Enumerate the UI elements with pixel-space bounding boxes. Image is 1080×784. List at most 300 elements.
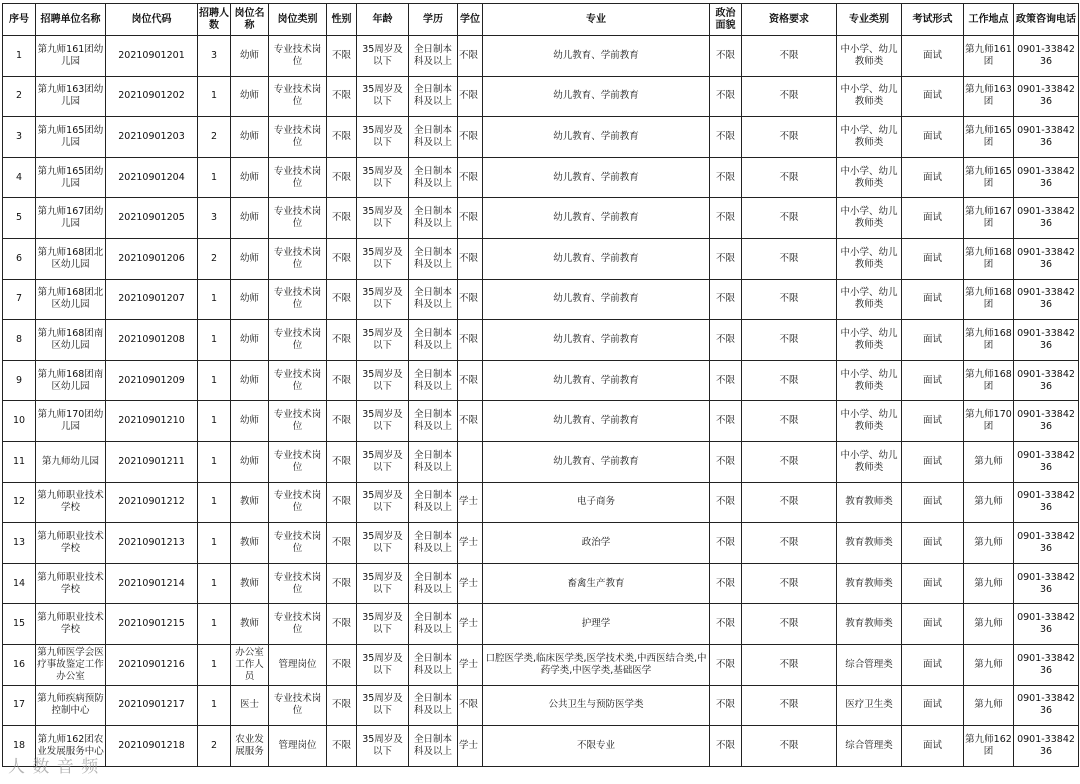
table-cell: 不限 (742, 563, 837, 604)
header-cell: 年龄 (357, 4, 409, 36)
table-cell: 医士 (231, 685, 269, 726)
table-cell: 不限 (327, 198, 357, 239)
table-cell: 管理岗位 (269, 726, 327, 767)
header-cell: 资格要求 (742, 4, 837, 36)
table-cell: 全日制本科及以上 (409, 360, 458, 401)
table-cell: 中小学、幼儿教师类 (837, 441, 902, 482)
table-cell: 中小学、幼儿教师类 (837, 36, 902, 77)
table-cell: 35周岁及以下 (357, 401, 409, 442)
table-cell: 专业技术岗位 (269, 279, 327, 320)
table-cell: 不限 (742, 279, 837, 320)
table-cell: 第九师165团幼儿园 (36, 157, 106, 198)
table-cell: 12 (3, 482, 36, 523)
table-cell: 不限 (327, 644, 357, 685)
table-cell: 第九师 (964, 441, 1014, 482)
table-cell: 全日制本科及以上 (409, 401, 458, 442)
table-cell: 医疗卫生类 (837, 685, 902, 726)
table-cell: 学士 (458, 604, 483, 645)
table-cell: 第九师168团北区幼儿园 (36, 279, 106, 320)
table-cell: 学士 (458, 523, 483, 564)
table-cell: 第九师170团幼儿园 (36, 401, 106, 442)
table-cell: 专业技术岗位 (269, 523, 327, 564)
table-cell: 专业技术岗位 (269, 76, 327, 117)
table-cell: 11 (3, 441, 36, 482)
table-cell: 20210901214 (106, 563, 198, 604)
table-cell: 0901-3384236 (1014, 523, 1079, 564)
table-cell: 面试 (902, 320, 964, 361)
table-cell: 3 (3, 117, 36, 158)
table-cell: 20210901209 (106, 360, 198, 401)
table-cell: 5 (3, 198, 36, 239)
table-cell: 35周岁及以下 (357, 117, 409, 158)
table-cell: 面试 (902, 279, 964, 320)
table-cell: 第九师168团南区幼儿园 (36, 360, 106, 401)
table-cell: 幼儿教育、学前教育 (483, 117, 710, 158)
table-cell: 全日制本科及以上 (409, 726, 458, 767)
table-cell: 幼儿教育、学前教育 (483, 157, 710, 198)
watermark: 人 数 音 频 (8, 757, 100, 777)
table-cell: 第九师162团 (964, 726, 1014, 767)
table-cell: 不限 (742, 604, 837, 645)
table-row (3, 279, 1079, 320)
table-cell: 20210901210 (106, 401, 198, 442)
table-cell: 不限 (742, 441, 837, 482)
table-cell: 2 (198, 117, 231, 158)
table-row (3, 726, 1079, 767)
table-row (3, 198, 1079, 239)
header-cell: 性别 (327, 4, 357, 36)
table-cell (458, 441, 483, 482)
table-cell: 面试 (902, 726, 964, 767)
header-cell: 政策咨询电话 (1014, 4, 1079, 36)
table-cell: 第九师161团幼儿园 (36, 36, 106, 77)
table-cell: 0901-3384236 (1014, 685, 1079, 726)
table-cell: 20210901205 (106, 198, 198, 239)
table-cell: 1 (198, 279, 231, 320)
table-cell: 0901-3384236 (1014, 76, 1079, 117)
table-cell: 面试 (902, 685, 964, 726)
table-cell: 专业技术岗位 (269, 441, 327, 482)
table-cell: 第九师167团 (964, 198, 1014, 239)
table-cell: 幼师 (231, 279, 269, 320)
table-cell: 不限 (742, 320, 837, 361)
table-cell: 中小学、幼儿教师类 (837, 401, 902, 442)
table-cell: 0901-3384236 (1014, 157, 1079, 198)
table-cell: 第九师疾病预防控制中心 (36, 685, 106, 726)
table-row (3, 320, 1079, 361)
table-cell: 第九师医学会医疗事故鉴定工作办公室 (36, 644, 106, 685)
table-cell: 1 (198, 76, 231, 117)
table-row (3, 360, 1079, 401)
table-row (3, 523, 1079, 564)
table-cell: 第九师职业技术学校 (36, 523, 106, 564)
table-cell: 不限 (742, 360, 837, 401)
header-cell: 招聘单位名称 (36, 4, 106, 36)
table-cell: 不限 (710, 117, 742, 158)
table-cell: 不限 (710, 36, 742, 77)
table-cell: 第九师168团 (964, 238, 1014, 279)
table-cell: 不限 (742, 238, 837, 279)
table-row (3, 644, 1079, 685)
table-cell: 不限 (710, 76, 742, 117)
table-cell: 20210901208 (106, 320, 198, 361)
table-cell: 不限 (458, 117, 483, 158)
table-row (3, 401, 1079, 442)
table-cell: 0901-3384236 (1014, 441, 1079, 482)
table-cell: 不限 (710, 482, 742, 523)
table-cell: 不限 (742, 157, 837, 198)
table-cell: 学士 (458, 563, 483, 604)
table-cell: 0901-3384236 (1014, 36, 1079, 77)
table-cell: 不限 (327, 563, 357, 604)
table-cell: 1 (198, 320, 231, 361)
table-cell: 不限 (710, 563, 742, 604)
table-cell: 学士 (458, 726, 483, 767)
table-cell: 第九师幼儿园 (36, 441, 106, 482)
recruitment-table (2, 3, 1079, 767)
table-cell: 中小学、幼儿教师类 (837, 360, 902, 401)
table-cell: 3 (198, 198, 231, 239)
header-cell: 专业类别 (837, 4, 902, 36)
table-cell: 教师 (231, 482, 269, 523)
table-cell: 幼师 (231, 401, 269, 442)
table-row (3, 563, 1079, 604)
table-cell: 第九师165团 (964, 117, 1014, 158)
table-cell: 35周岁及以下 (357, 198, 409, 239)
table-cell: 不限 (710, 320, 742, 361)
table-cell: 中小学、幼儿教师类 (837, 238, 902, 279)
table-cell: 教育教师类 (837, 563, 902, 604)
table-cell: 35周岁及以下 (357, 279, 409, 320)
table-row (3, 604, 1079, 645)
header-cell: 政治面貌 (710, 4, 742, 36)
table-cell: 面试 (902, 523, 964, 564)
table-cell: 1 (198, 644, 231, 685)
table-cell: 不限 (710, 198, 742, 239)
table-cell: 专业技术岗位 (269, 360, 327, 401)
table-cell: 7 (3, 279, 36, 320)
table-cell: 4 (3, 157, 36, 198)
table-cell: 农业发展服务 (231, 726, 269, 767)
table-cell: 幼师 (231, 198, 269, 239)
table-cell: 畜禽生产教育 (483, 563, 710, 604)
table-cell: 20210901218 (106, 726, 198, 767)
table-cell: 不限 (327, 360, 357, 401)
table-cell: 不限 (458, 685, 483, 726)
table-cell: 第九师职业技术学校 (36, 604, 106, 645)
table-cell: 第九师 (964, 685, 1014, 726)
table-cell: 不限 (742, 726, 837, 767)
table-cell: 2 (198, 238, 231, 279)
table-cell: 面试 (902, 117, 964, 158)
table-cell: 专业技术岗位 (269, 198, 327, 239)
table-cell: 1 (198, 563, 231, 604)
table-cell: 全日制本科及以上 (409, 320, 458, 361)
table-cell: 1 (198, 157, 231, 198)
table-row (3, 157, 1079, 198)
table-cell: 不限 (710, 685, 742, 726)
table-cell: 教育教师类 (837, 482, 902, 523)
table-row (3, 685, 1079, 726)
table-cell: 0901-3384236 (1014, 726, 1079, 767)
table-cell: 管理岗位 (269, 644, 327, 685)
table-cell: 全日制本科及以上 (409, 685, 458, 726)
table-cell: 第九师168团 (964, 360, 1014, 401)
table-cell: 第九师 (964, 563, 1014, 604)
table-cell: 不限 (742, 644, 837, 685)
table-cell: 35周岁及以下 (357, 685, 409, 726)
table-cell: 幼师 (231, 441, 269, 482)
table-cell: 面试 (902, 157, 964, 198)
table-cell: 专业技术岗位 (269, 117, 327, 158)
table-cell: 面试 (902, 238, 964, 279)
table-cell: 不限 (458, 198, 483, 239)
table-cell: 全日制本科及以上 (409, 117, 458, 158)
table-cell: 第九师 (964, 644, 1014, 685)
table-cell: 0901-3384236 (1014, 401, 1079, 442)
table-cell: 第九师161团 (964, 36, 1014, 77)
table-cell: 面试 (902, 360, 964, 401)
table-cell: 20210901217 (106, 685, 198, 726)
table-cell: 全日制本科及以上 (409, 76, 458, 117)
table-cell: 1 (198, 604, 231, 645)
table-cell: 不限 (458, 320, 483, 361)
table-cell: 20210901215 (106, 604, 198, 645)
table-cell: 不限 (710, 604, 742, 645)
table-cell: 不限 (710, 279, 742, 320)
table-cell: 不限 (327, 238, 357, 279)
table-cell: 不限 (742, 36, 837, 77)
table-cell: 1 (3, 36, 36, 77)
table-cell: 第九师168团北区幼儿园 (36, 238, 106, 279)
table-cell: 全日制本科及以上 (409, 198, 458, 239)
table-cell: 不限 (458, 157, 483, 198)
table-cell: 全日制本科及以上 (409, 482, 458, 523)
table-cell: 全日制本科及以上 (409, 441, 458, 482)
table-cell: 不限 (710, 644, 742, 685)
table-cell: 35周岁及以下 (357, 320, 409, 361)
table-cell: 0901-3384236 (1014, 320, 1079, 361)
table-cell: 35周岁及以下 (357, 644, 409, 685)
table-cell: 面试 (902, 482, 964, 523)
table-cell: 8 (3, 320, 36, 361)
header-cell: 岗位代码 (106, 4, 198, 36)
table-cell: 不限 (327, 685, 357, 726)
table-cell: 中小学、幼儿教师类 (837, 76, 902, 117)
table-cell: 专业技术岗位 (269, 604, 327, 645)
table-cell: 不限 (458, 36, 483, 77)
table-cell: 不限 (742, 117, 837, 158)
table-cell: 20210901204 (106, 157, 198, 198)
table-cell: 第九师165团 (964, 157, 1014, 198)
table-cell: 20210901213 (106, 523, 198, 564)
table-cell: 2 (3, 76, 36, 117)
table-cell: 中小学、幼儿教师类 (837, 320, 902, 361)
table-row (3, 36, 1079, 77)
table-cell: 不限 (710, 360, 742, 401)
table-cell: 幼儿教育、学前教育 (483, 76, 710, 117)
table-cell: 20210901201 (106, 36, 198, 77)
header-cell: 工作地点 (964, 4, 1014, 36)
table-cell: 35周岁及以下 (357, 36, 409, 77)
table-cell: 教育教师类 (837, 523, 902, 564)
table-cell: 教育教师类 (837, 604, 902, 645)
table-cell: 不限 (327, 279, 357, 320)
header-cell: 岗位名称 (231, 4, 269, 36)
table-cell: 第九师 (964, 604, 1014, 645)
table-cell: 教师 (231, 523, 269, 564)
table-cell: 全日制本科及以上 (409, 604, 458, 645)
table-cell: 不限 (327, 401, 357, 442)
header-cell: 考试形式 (902, 4, 964, 36)
table-cell: 全日制本科及以上 (409, 523, 458, 564)
table-cell: 不限 (710, 157, 742, 198)
table-cell: 第九师170团 (964, 401, 1014, 442)
table-cell: 0901-3384236 (1014, 604, 1079, 645)
header-cell: 岗位类别 (269, 4, 327, 36)
table-cell: 公共卫生与预防医学类 (483, 685, 710, 726)
table-cell: 35周岁及以下 (357, 563, 409, 604)
table-cell: 第九师165团幼儿园 (36, 117, 106, 158)
table-cell: 学士 (458, 482, 483, 523)
table-row (3, 441, 1079, 482)
table-cell: 20210901207 (106, 279, 198, 320)
table-cell: 幼师 (231, 238, 269, 279)
table-cell: 不限 (742, 482, 837, 523)
table-cell: 第九师168团 (964, 279, 1014, 320)
table-cell: 第九师163团 (964, 76, 1014, 117)
table-cell: 不限专业 (483, 726, 710, 767)
table-cell: 35周岁及以下 (357, 238, 409, 279)
table-cell: 幼师 (231, 76, 269, 117)
table-cell: 面试 (902, 644, 964, 685)
header-cell: 学历 (409, 4, 458, 36)
table-cell: 不限 (742, 401, 837, 442)
header-cell: 序号 (3, 4, 36, 36)
header-cell: 学位 (458, 4, 483, 36)
table-cell: 不限 (327, 320, 357, 361)
table-cell: 10 (3, 401, 36, 442)
table-cell: 中小学、幼儿教师类 (837, 279, 902, 320)
table-cell: 政治学 (483, 523, 710, 564)
table-cell: 幼儿教育、学前教育 (483, 279, 710, 320)
table-cell: 不限 (710, 238, 742, 279)
table-cell: 面试 (902, 563, 964, 604)
table-cell: 全日制本科及以上 (409, 157, 458, 198)
table-cell: 不限 (327, 482, 357, 523)
table-cell: 专业技术岗位 (269, 563, 327, 604)
table-cell: 14 (3, 563, 36, 604)
table-cell: 不限 (742, 76, 837, 117)
table-cell: 16 (3, 644, 36, 685)
table-cell: 不限 (327, 726, 357, 767)
table-cell: 面试 (902, 441, 964, 482)
table-cell: 中小学、幼儿教师类 (837, 157, 902, 198)
table-cell: 专业技术岗位 (269, 238, 327, 279)
table-cell: 不限 (710, 441, 742, 482)
table-row (3, 482, 1079, 523)
table-cell: 6 (3, 238, 36, 279)
table-cell: 1 (198, 441, 231, 482)
table-cell: 0901-3384236 (1014, 482, 1079, 523)
table-cell: 幼师 (231, 157, 269, 198)
table-cell: 第九师168团南区幼儿园 (36, 320, 106, 361)
table-body (3, 36, 1079, 767)
table-cell: 不限 (742, 685, 837, 726)
table-cell: 电子商务 (483, 482, 710, 523)
table-cell: 不限 (327, 76, 357, 117)
table-cell: 第九师 (964, 523, 1014, 564)
table-cell: 9 (3, 360, 36, 401)
table-cell: 第九师 (964, 482, 1014, 523)
table-cell: 第九师168团 (964, 320, 1014, 361)
table-cell: 面试 (902, 401, 964, 442)
table-cell: 第九师职业技术学校 (36, 482, 106, 523)
table-cell: 幼儿教育、学前教育 (483, 238, 710, 279)
table-cell: 专业技术岗位 (269, 482, 327, 523)
table-cell: 第九师163团幼儿园 (36, 76, 106, 117)
table-cell: 不限 (327, 523, 357, 564)
table-cell: 1 (198, 685, 231, 726)
table-cell: 35周岁及以下 (357, 726, 409, 767)
table-cell: 全日制本科及以上 (409, 644, 458, 685)
table-cell: 0901-3384236 (1014, 563, 1079, 604)
table-cell: 面试 (902, 198, 964, 239)
table-cell: 全日制本科及以上 (409, 36, 458, 77)
table-cell: 不限 (710, 726, 742, 767)
table-row (3, 76, 1079, 117)
table-cell: 不限 (458, 401, 483, 442)
table-cell: 不限 (710, 401, 742, 442)
header-cell: 招聘人数 (198, 4, 231, 36)
table-cell: 不限 (742, 198, 837, 239)
table-cell: 0901-3384236 (1014, 238, 1079, 279)
table-cell: 专业技术岗位 (269, 685, 327, 726)
table-cell: 综合管理类 (837, 644, 902, 685)
table-cell: 面试 (902, 604, 964, 645)
header-row (3, 4, 1079, 36)
table-cell: 0901-3384236 (1014, 644, 1079, 685)
table-cell: 20210901216 (106, 644, 198, 685)
table-cell: 教师 (231, 563, 269, 604)
table-cell: 不限 (458, 360, 483, 401)
table-cell: 20210901206 (106, 238, 198, 279)
table-cell: 不限 (327, 157, 357, 198)
table-cell: 不限 (458, 279, 483, 320)
table-cell: 办公室工作人员 (231, 644, 269, 685)
table-cell: 35周岁及以下 (357, 360, 409, 401)
table-cell: 幼儿教育、学前教育 (483, 198, 710, 239)
table-header (3, 4, 1079, 36)
table-cell: 全日制本科及以上 (409, 563, 458, 604)
table-cell: 幼师 (231, 320, 269, 361)
table-cell: 专业技术岗位 (269, 401, 327, 442)
table-cell: 第九师167团幼儿园 (36, 198, 106, 239)
table-cell: 15 (3, 604, 36, 645)
table-cell: 17 (3, 685, 36, 726)
table-cell: 35周岁及以下 (357, 76, 409, 117)
table-cell: 幼儿教育、学前教育 (483, 360, 710, 401)
table-cell: 幼儿教育、学前教育 (483, 441, 710, 482)
table-cell: 全日制本科及以上 (409, 279, 458, 320)
table-cell: 教师 (231, 604, 269, 645)
table-row (3, 117, 1079, 158)
table-cell: 幼儿教育、学前教育 (483, 401, 710, 442)
table-cell: 幼师 (231, 117, 269, 158)
table-cell: 不限 (327, 604, 357, 645)
table-cell: 学士 (458, 644, 483, 685)
table-cell: 0901-3384236 (1014, 279, 1079, 320)
